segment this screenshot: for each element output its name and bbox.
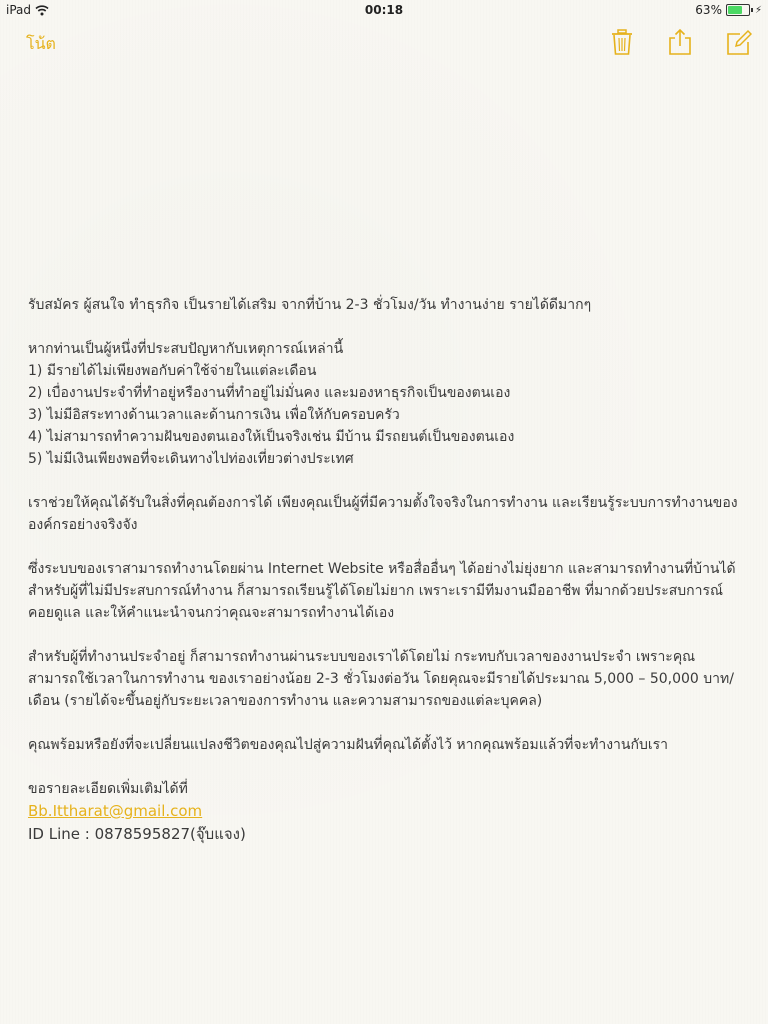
list-item-3: 3) ไม่มีอิสระทางด้านเวลาและด้านการเงิน เพื่อให้กับครอบครัว bbox=[28, 407, 400, 423]
battery-fill bbox=[728, 6, 742, 14]
list-item-2: 2) เบื่องานประจำที่ทำอยู่หรืองานที่ทำอยู่ไม่มั่นคง และมองหาธุรกิจเป็นของตนเอง bbox=[28, 385, 511, 401]
blank-line bbox=[28, 712, 740, 734]
blank-line bbox=[28, 470, 740, 492]
status-time: 00:18 bbox=[364, 3, 404, 17]
compose-icon[interactable] bbox=[726, 28, 752, 56]
blank-line bbox=[28, 756, 740, 778]
battery-icon bbox=[726, 4, 750, 16]
status-right bbox=[695, 3, 762, 17]
back-button[interactable]: โน้ต bbox=[26, 34, 56, 53]
device-name: iPad bbox=[6, 3, 32, 17]
battery-tip bbox=[751, 8, 753, 12]
list-item-5: 5) ไม่มีเงินเพียงพอที่จะเดินทางไปท่องเที่ยวต่างประเทศ bbox=[28, 451, 354, 467]
list-item-1: 1) มีรายได้ไม่เพียงพอกับค่าใช้จ่ายในแต่ละเดือน bbox=[28, 363, 317, 379]
email-link[interactable]: Bb.Ittharat@gmail.com bbox=[28, 802, 203, 820]
blank-line bbox=[28, 536, 740, 558]
note-paragraph-2: ซึ่งระบบของเราสามารถทำงานโดยผ่าน Internet Website หรือสื่ออื่นๆ ได้อย่างไม่ยุ่งยาก และสามารถทำงานที่บ้านได้ สำหรับผู้ที่ไม่มีประสบการณ์ทำงาน ก็สามารถเรียนรู้ได้โดยไม่ยาก เพราะเรามีทีมงานมืออาชีพ ที่มากด้วยประสบการณ์คอยดูแล และให้คำแนะนำจนกว่าคุณจะสามารถทำงานได้เอง bbox=[28, 561, 736, 621]
nav-bar bbox=[0, 20, 768, 64]
list-item-4: 4) ไม่สามารถทำความฝันของตนเองให้เป็นจริงเช่น มีบ้าน มีรถยนต์เป็นของตนเอง bbox=[28, 429, 515, 445]
contact-intro: ขอรายละเอียดเพิ่มเติมได้ที่ bbox=[28, 781, 188, 797]
note-paragraph-3: สำหรับผู้ที่ทำงานประจำอยู่ ก็สามารถทำงานผ่านระบบของเราได้โดยไม่ กระทบกับเวลาของงานประจำ เพราะคุณสามารถใช้เวลาในการทำงาน ของเราอย่างน้อย 2-3 ชั่วโมงต่อวัน โดยคุณจะมีรายได้ประมาณ 5,000 – 50,000 บาท/เดือน (รายได้จะขึ้นอยู่กับระยะเวลาของการทำงาน และความสามารถของแต่ละบุคคล) bbox=[28, 649, 734, 709]
share-icon[interactable] bbox=[667, 28, 693, 56]
note-headline: รับสมัคร ผู้สนใจ ทำธุรกิจ เป็นรายได้เสริม จากที่บ้าน 2-3 ชั่วโมง/วัน ทำงานง่าย รายได้ดีมากๆ bbox=[28, 297, 592, 313]
charging-icon: ⚡ bbox=[754, 4, 762, 16]
blank-line bbox=[28, 624, 740, 646]
line-id: ID Line : 0878595827(จุ๊บแจง) bbox=[28, 825, 246, 843]
trash-icon[interactable] bbox=[609, 28, 635, 56]
battery-percent: 63% bbox=[695, 3, 722, 17]
note-paragraph-1: เราช่วยให้คุณได้รับในสิ่งที่คุณต้องการได้ เพียงคุณเป็นผู้ที่มีความตั้งใจจริงในการทำงาน และเรียนรู้ระบบการทำงานขององค์กรอย่างจริงจัง bbox=[28, 495, 738, 533]
status-bar bbox=[0, 0, 768, 20]
blank-line bbox=[28, 316, 740, 338]
note-intro: หากท่านเป็นผู้หนึ่งที่ประสบปัญหากับเหตุการณ์เหล่านี้ bbox=[28, 341, 344, 357]
note-body[interactable] bbox=[28, 294, 740, 845]
note-paragraph-4: คุณพร้อมหรือยังที่จะเปลี่ยนแปลงชีวิตของคุณไปสู่ความฝันที่คุณได้ตั้งไว้ หากคุณพร้อมแล้วที่จะทำงานกับเรา bbox=[28, 737, 669, 753]
